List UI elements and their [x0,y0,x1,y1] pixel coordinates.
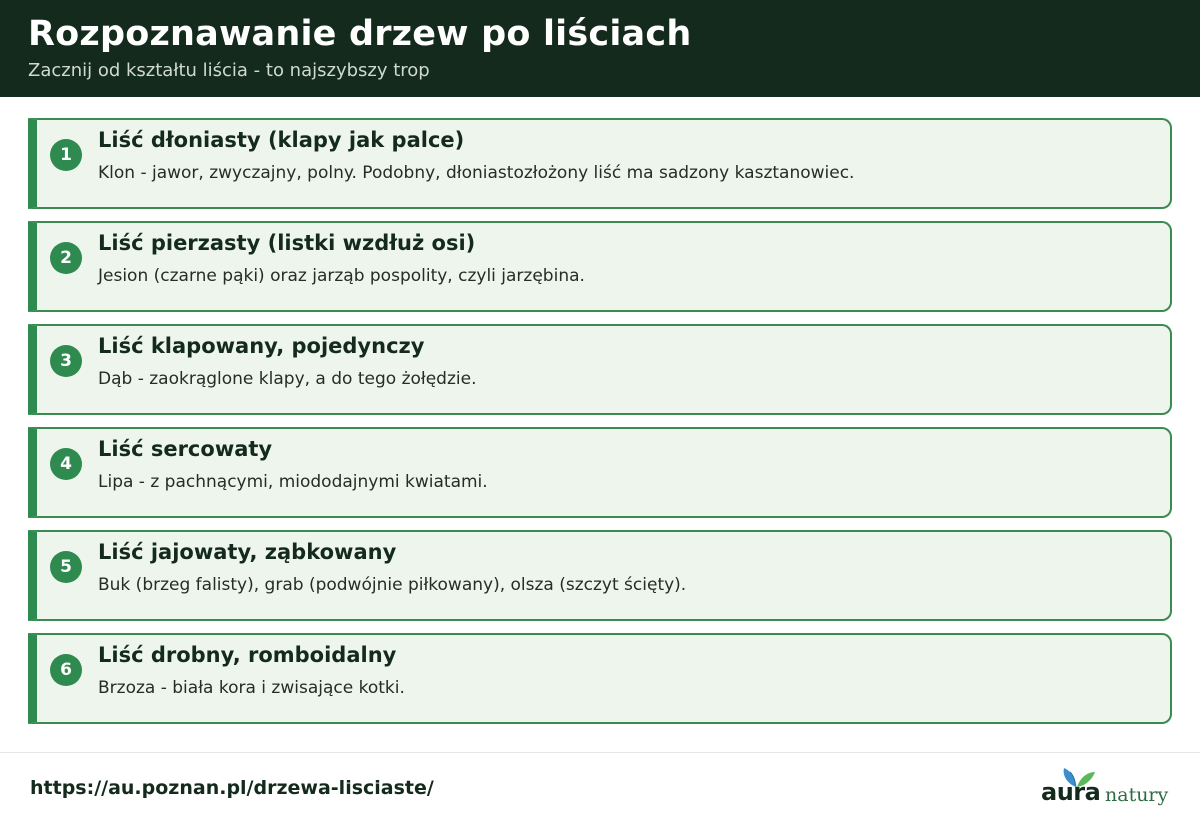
source-link[interactable]: https://au.poznan.pl/drzewa-lisciaste/ [30,777,434,799]
leaf-type-description: Buk (brzeg falisty), grab (podwójnie piłkowany), olsza (szczyt ścięty). [98,575,687,595]
leaf-type-description: Klon - jawor, zwyczajny, polny. Podobny, dłoniastozłożony liść ma sadzony kasztanowiec. [98,163,855,183]
step-number-badge: 6 [50,654,82,686]
leaf-type-description: Brzoza - biała kora i zwisające kotki. [98,678,405,698]
step-number-badge: 5 [50,551,82,583]
step-number-badge: 3 [50,345,82,377]
page-title: Rozpoznawanie drzew po liściach [28,14,692,54]
leaf-type-title: Liść sercowaty [98,437,273,461]
leaf-type-title: Liść pierzasty (listki wzdłuż osi) [98,231,476,255]
leaf-type-title: Liść jajowaty, ząbkowany [98,540,397,564]
logo-wordmark-aura: aura [1041,778,1101,806]
logo-wordmark-natury: natury [1105,784,1169,806]
leaf-type-title: Liść drobny, romboidalny [98,643,397,667]
page-subtitle: Zacznij od kształtu liścia - to najszybszy trop [28,60,430,81]
leaf-type-card [28,118,1172,209]
leaf-type-card [28,221,1172,312]
leaf-type-card [28,427,1172,518]
leaf-type-title: Liść dłoniasty (klapy jak palce) [98,128,465,152]
leaf-type-description: Lipa - z pachnącymi, miododajnymi kwiatami. [98,472,488,492]
leaf-type-description: Dąb - zaokrąglone klapy, a do tego żołędzie. [98,369,477,389]
leaf-type-description: Jesion (czarne pąki) oraz jarząb pospolity, czyli jarzębina. [98,266,585,286]
leaf-type-title: Liść klapowany, pojedynczy [98,334,425,358]
leaf-type-card [28,633,1172,724]
aura-natury-logo [1040,766,1180,814]
leaf-types-list [28,118,1172,736]
step-number-badge: 1 [50,139,82,171]
footer-divider [0,752,1200,753]
leaf-type-card [28,324,1172,415]
step-number-badge: 2 [50,242,82,274]
leaf-type-card [28,530,1172,621]
step-number-badge: 4 [50,448,82,480]
header-banner [0,0,1200,97]
